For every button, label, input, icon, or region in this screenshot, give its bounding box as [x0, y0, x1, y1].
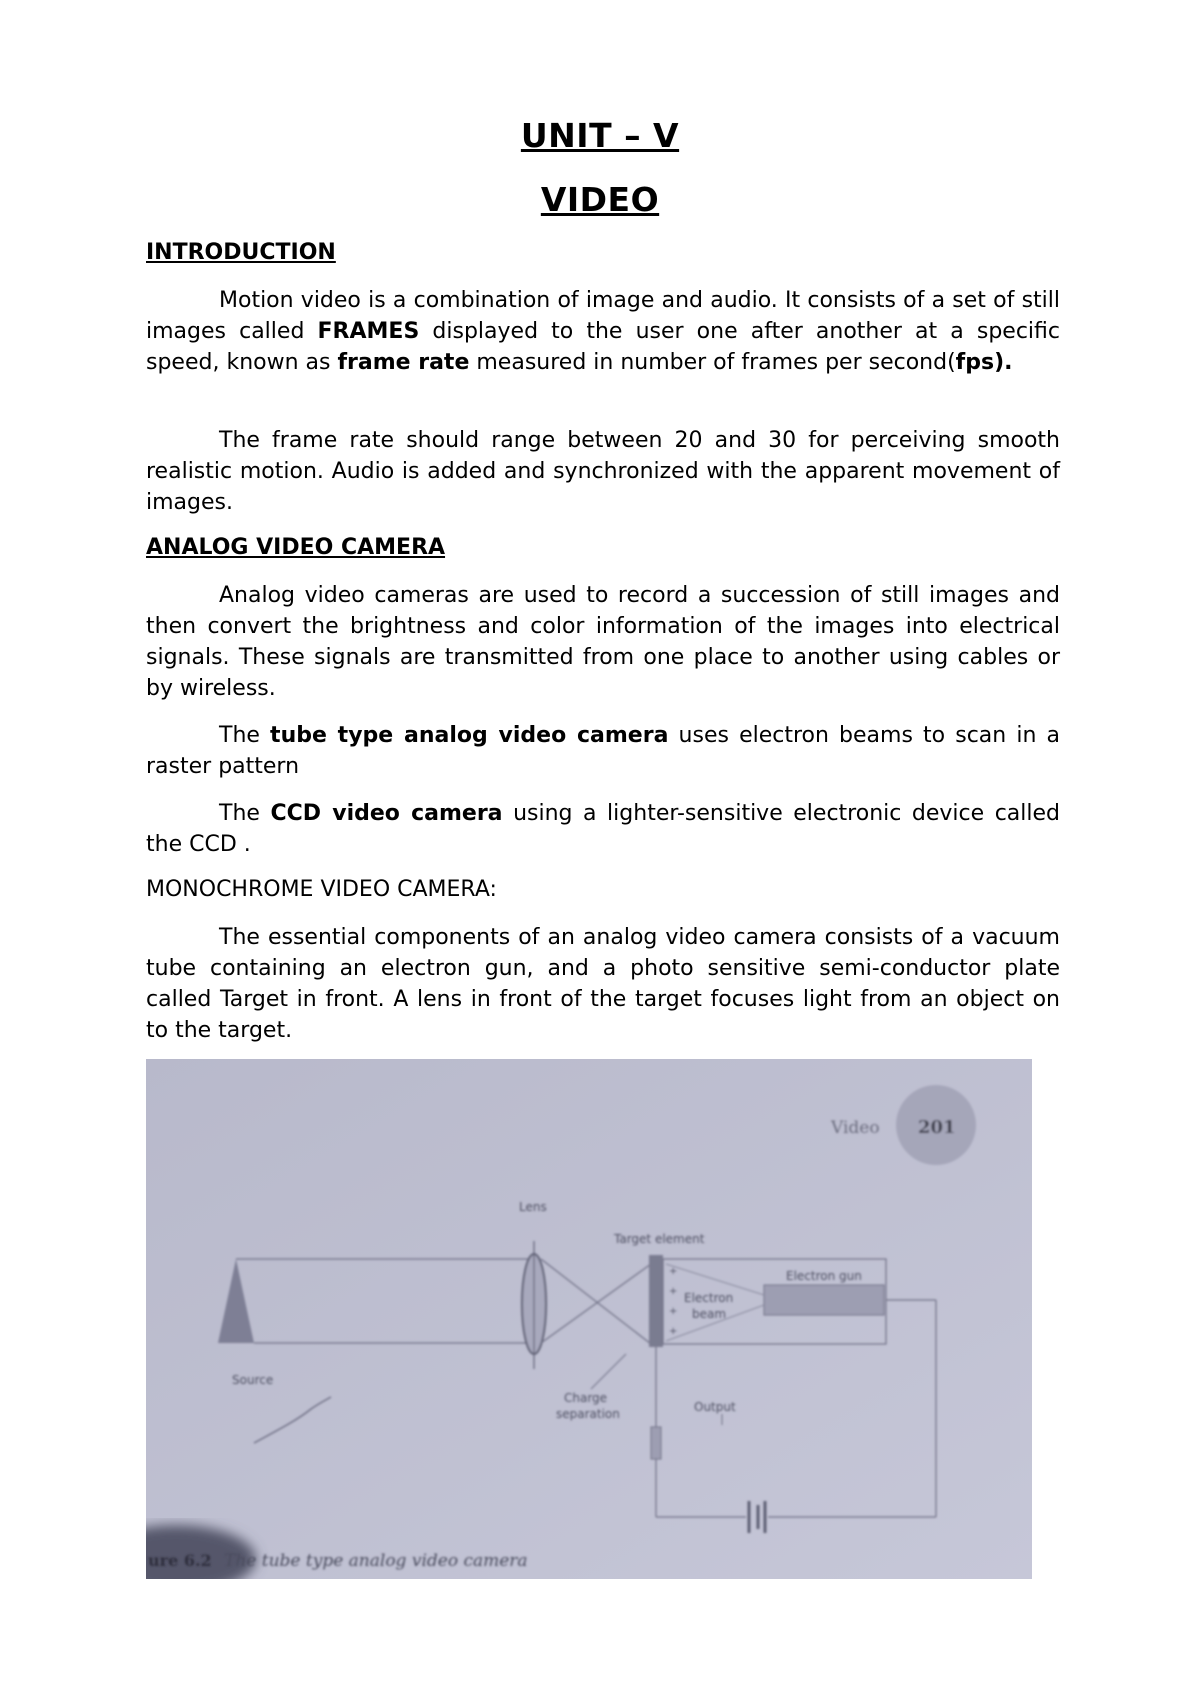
introduction-paragraph-2: The frame rate should range between 20 and 30 for perceiving smooth realistic motion. Audio is added and synchronized with the apparent movement of images.	[146, 428, 1060, 515]
monochrome-camera-paragraph: The essential components of an analog video camera consists of a vacuum tube containing an electron gun, and a photo sensitive semi-conductor plate called Target in front. A lens in front of the target focuses light from an object on to the target.	[146, 925, 1060, 1043]
tube-type-paragraph: The tube type analog video camera uses electron beams to scan in a raster pattern	[146, 723, 1061, 779]
target-element	[649, 1255, 663, 1347]
analog-camera-heading: ANALOG VIDEO CAMERA	[146, 535, 446, 560]
analog-camera-paragraph-1: Analog video cameras are used to record a succession of still images and then convert the brightness and color information of the images into electrical signals. These signals are transmitted from one place to another using cables or by wireless.	[146, 583, 1060, 701]
electron-beam-label-1: Electron	[684, 1291, 734, 1305]
tube-camera-figure	[146, 1059, 1032, 1579]
source-label: Source	[232, 1373, 274, 1387]
svg-text:+: +	[669, 1286, 678, 1297]
electron-gun	[764, 1285, 884, 1315]
figure-caption: The tube type analog video camera	[224, 1551, 528, 1571]
charge-separation-label-1: Charge	[564, 1391, 608, 1405]
output-label: Output	[694, 1400, 736, 1414]
introduction-paragraph-1: Motion video is a combination of image and audio. It consists of a set of still images called FRAMES displayed to the user one after another at a specific speed, known as frame rate measured in number of frames per second(fps).	[146, 288, 1060, 375]
charge-separation-label-2: separation	[556, 1407, 620, 1421]
target-element-label: Target element	[614, 1232, 705, 1246]
lens-label: Lens	[519, 1200, 547, 1214]
unit-title: UNIT – V	[520, 116, 680, 155]
svg-text:+: +	[669, 1266, 678, 1277]
electron-beam-label-2: beam	[692, 1307, 727, 1321]
resistor	[651, 1427, 661, 1459]
figure-number: ure 6.2	[148, 1551, 212, 1570]
monochrome-camera-label: MONOCHROME VIDEO CAMERA:	[146, 877, 497, 902]
introduction-heading: INTRODUCTION	[146, 240, 336, 265]
page-number: 201	[918, 1117, 956, 1138]
svg-text:+: +	[669, 1326, 678, 1337]
svg-text:+: +	[669, 1306, 678, 1317]
topic-title: VIDEO	[540, 180, 660, 219]
ccd-camera-paragraph: The CCD video camera using a lighter-sensitive electronic device called the CCD .	[146, 801, 1060, 857]
electron-gun-label: Electron gun	[786, 1269, 862, 1283]
page-header-text: Video	[831, 1118, 880, 1138]
